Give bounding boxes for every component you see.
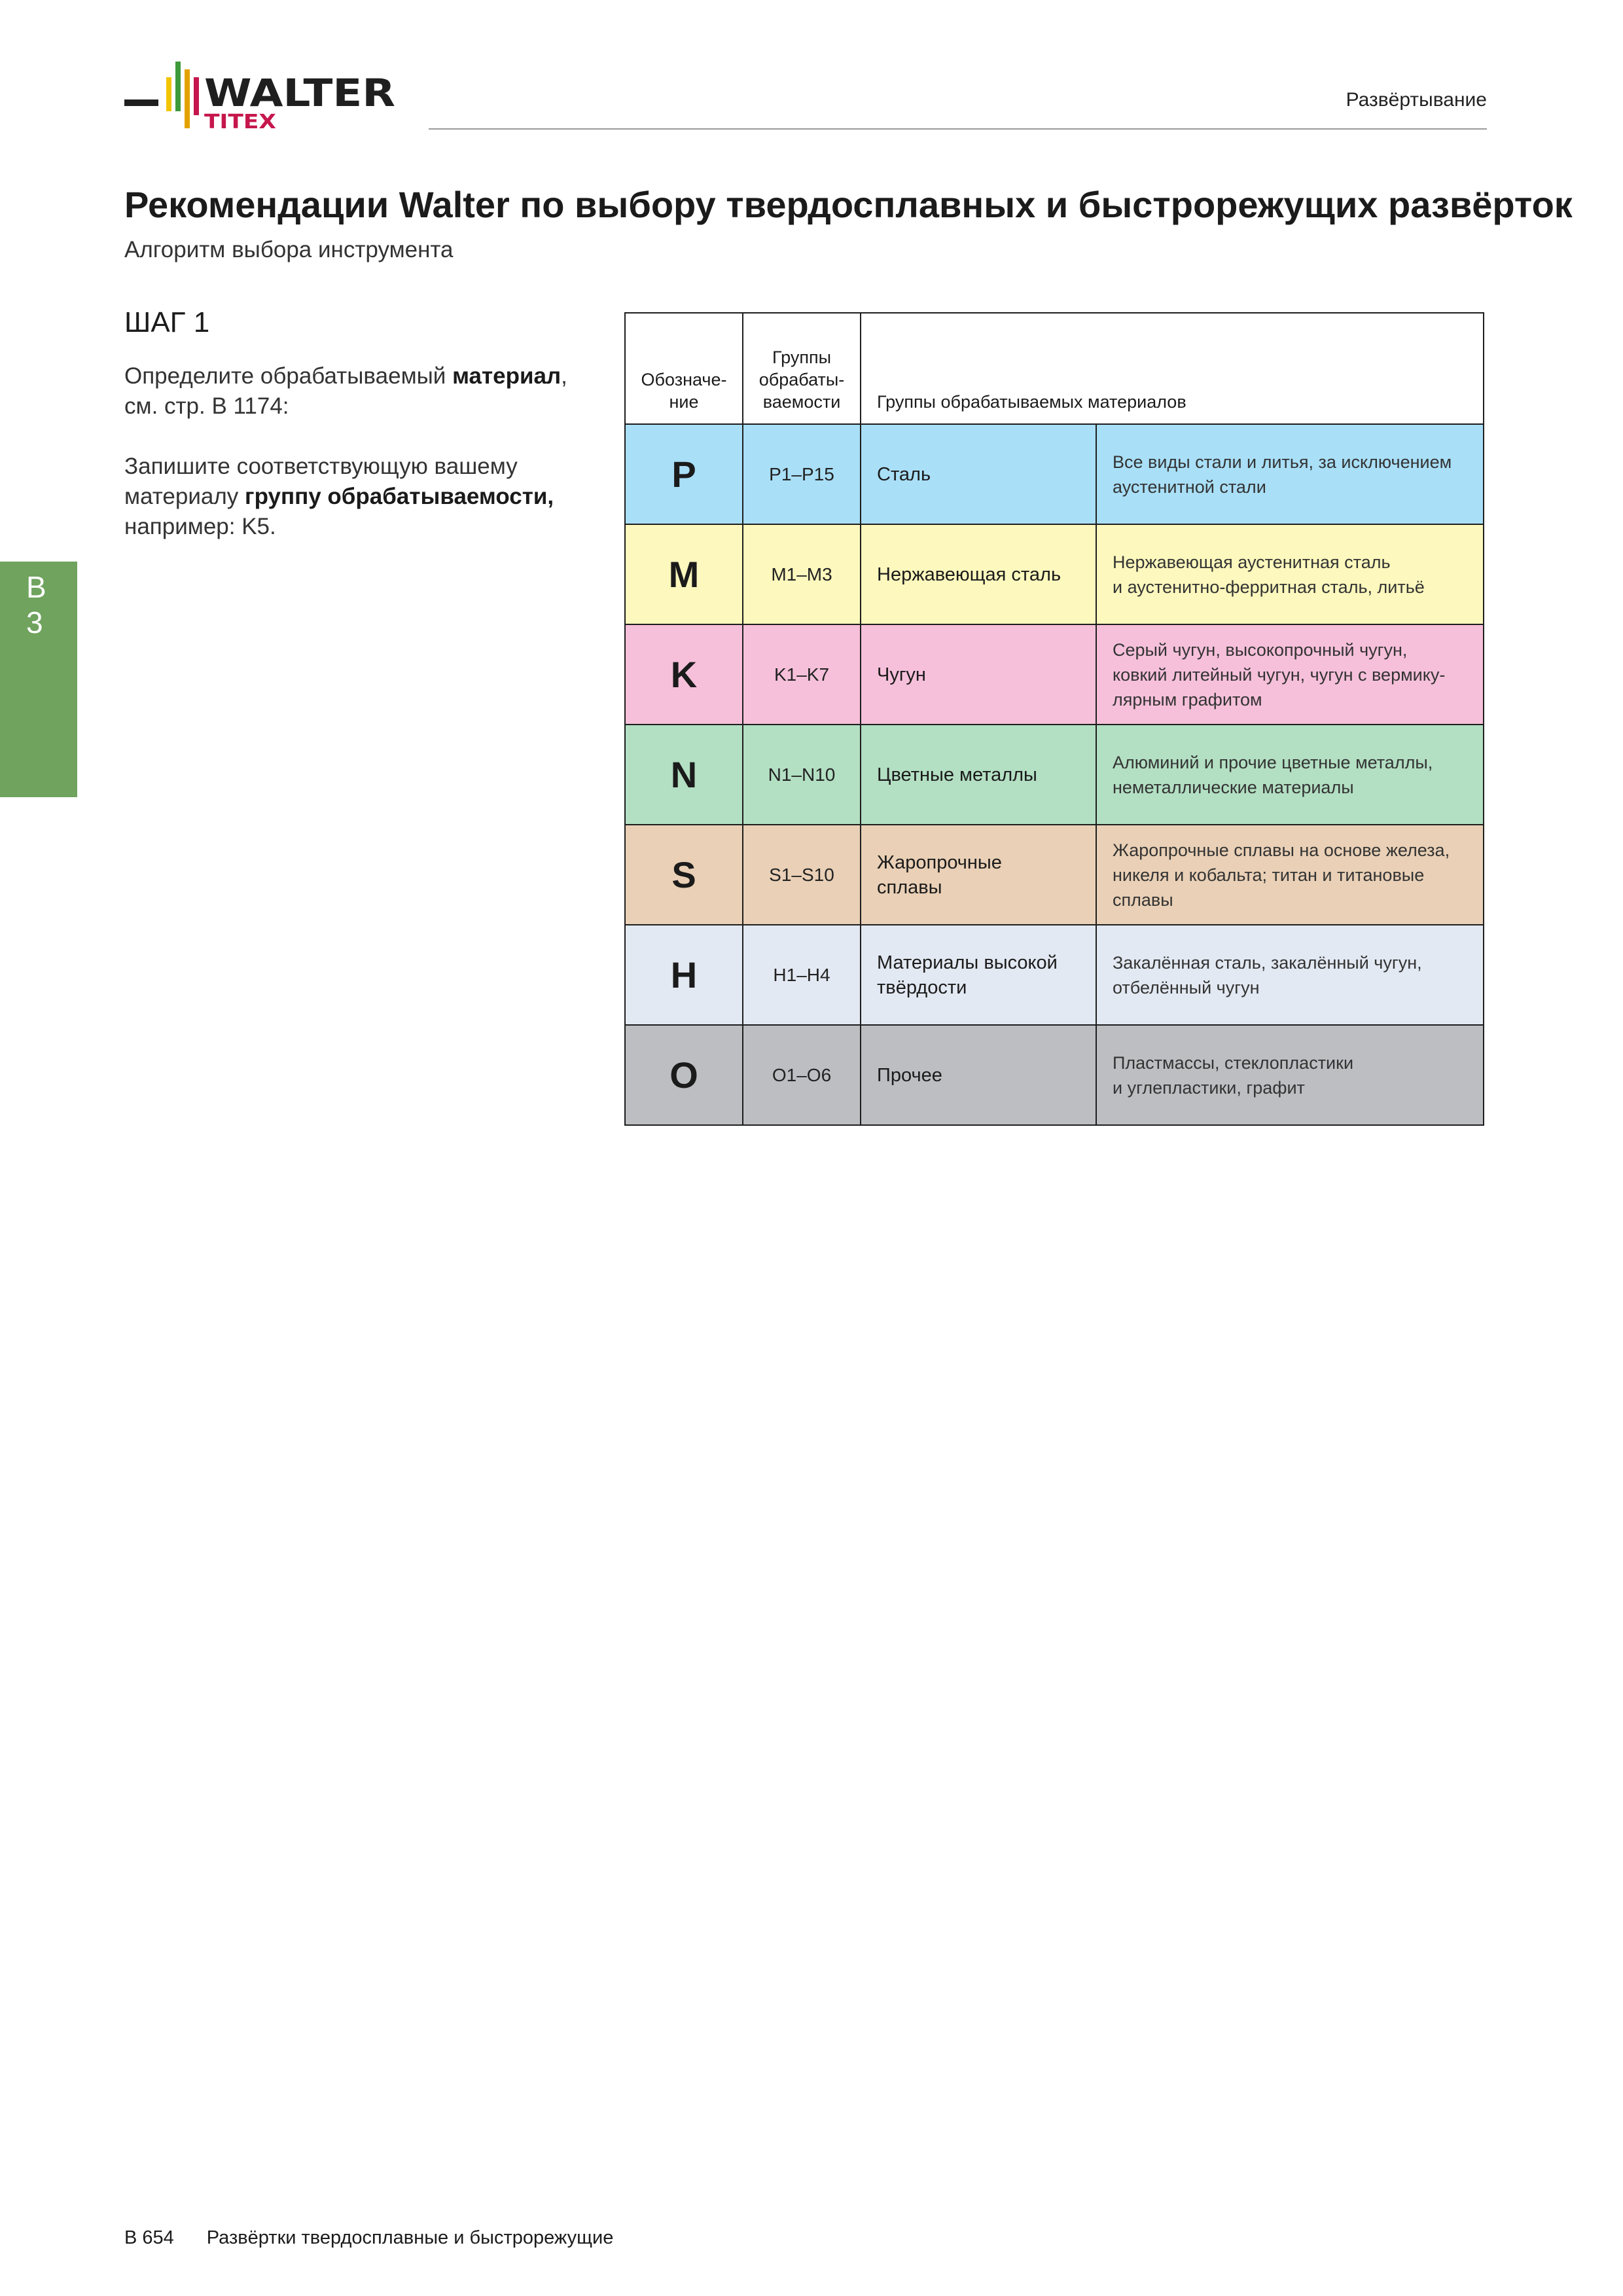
section-tab-label: B 3: [26, 570, 49, 639]
material-description: Пластмассы, стеклопластики и углепластики, графит: [1096, 1025, 1484, 1125]
material-group-name: Сталь: [861, 424, 1096, 524]
header-groups: Группы обрабаты- ваемости: [743, 313, 861, 424]
material-description: Закалённая сталь, закалённый чугун, отбелённый чугун: [1096, 925, 1484, 1025]
logo-bar-red: [194, 77, 199, 115]
material-group-name: Прочее: [861, 1025, 1096, 1125]
table-row: [625, 624, 1484, 725]
page-footer: [124, 2227, 613, 2249]
table-header-row: [625, 313, 1484, 424]
step-instructions: [124, 361, 596, 542]
header-code: Обозначе- ние: [625, 313, 743, 424]
walter-titex-logo: [124, 60, 399, 132]
logo-bar-orange: [185, 69, 190, 128]
material-code: S: [625, 825, 743, 925]
table-row: [625, 725, 1484, 825]
material-group-name: Жаропрочные сплавы: [861, 825, 1096, 925]
machinability-groups: P1–P15: [743, 424, 861, 524]
material-code: O: [625, 1025, 743, 1125]
header-divider: [429, 128, 1487, 130]
step-title: ШАГ 1: [124, 306, 210, 338]
page-title: Рекомендации Walter по выбору твердосплавных и быстрорежущих развёрток: [124, 184, 1573, 225]
machinability-groups: K1–K7: [743, 624, 861, 725]
header-section-title: Развёртывание: [1346, 89, 1487, 111]
machinability-groups: H1–H4: [743, 925, 861, 1025]
material-code: P: [625, 424, 743, 524]
logo-subword: TITEX: [204, 111, 276, 132]
material-description: Все виды стали и литья, за исключением аустенитной стали: [1096, 424, 1484, 524]
table-row: [625, 925, 1484, 1025]
machinability-groups: M1–M3: [743, 524, 861, 624]
material-description: Серый чугун, высокопрочный чугун, ковкий литейный чугун, чугун с вермику- лярным графитом: [1096, 624, 1484, 725]
material-group-name: Нержавеющая сталь: [861, 524, 1096, 624]
material-group-name: Цветные металлы: [861, 725, 1096, 825]
page-number: B 654: [124, 2227, 174, 2248]
machinability-groups: S1–S10: [743, 825, 861, 925]
header-material-groups: Группы обрабатываемых материалов: [861, 313, 1484, 424]
machinability-groups: N1–N10: [743, 725, 861, 825]
table-row: [625, 825, 1484, 925]
material-code: N: [625, 725, 743, 825]
material-groups-table: [624, 312, 1484, 1126]
machinability-groups: O1–O6: [743, 1025, 861, 1125]
step-paragraph-2: Запишите соответствующую вашему материалу группу обрабатываемости, например: K5.: [124, 454, 554, 539]
logo-wordmark: WALTER: [204, 71, 395, 115]
page-subtitle: Алгоритм выбора инструмента: [124, 237, 454, 262]
material-code: H: [625, 925, 743, 1025]
logo-bar-yellow: [166, 77, 171, 111]
section-tab: [0, 562, 77, 797]
table-row: [625, 424, 1484, 524]
material-group-name: Чугун: [861, 624, 1096, 725]
table-row: [625, 524, 1484, 624]
material-description: Жаропрочные сплавы на основе железа, никеля и кобальта; титан и титановые сплавы: [1096, 825, 1484, 925]
step-paragraph-1: Определите обрабатываемый материал, см. стр. B 1174:: [124, 363, 567, 419]
material-description: Алюминий и прочие цветные металлы, неметаллические материалы: [1096, 725, 1484, 825]
logo-bar-green: [175, 62, 181, 111]
material-description: Нержавеющая аустенитная сталь и аустенитно-ферритная сталь, литьё: [1096, 524, 1484, 624]
logo-dash: [124, 99, 158, 106]
material-code: K: [625, 624, 743, 725]
material-code: M: [625, 524, 743, 624]
material-group-name: Материалы высокой твёрдости: [861, 925, 1096, 1025]
footer-text: Развёртки твердосплавные и быстрорежущие: [206, 2227, 614, 2248]
table-row: [625, 1025, 1484, 1125]
